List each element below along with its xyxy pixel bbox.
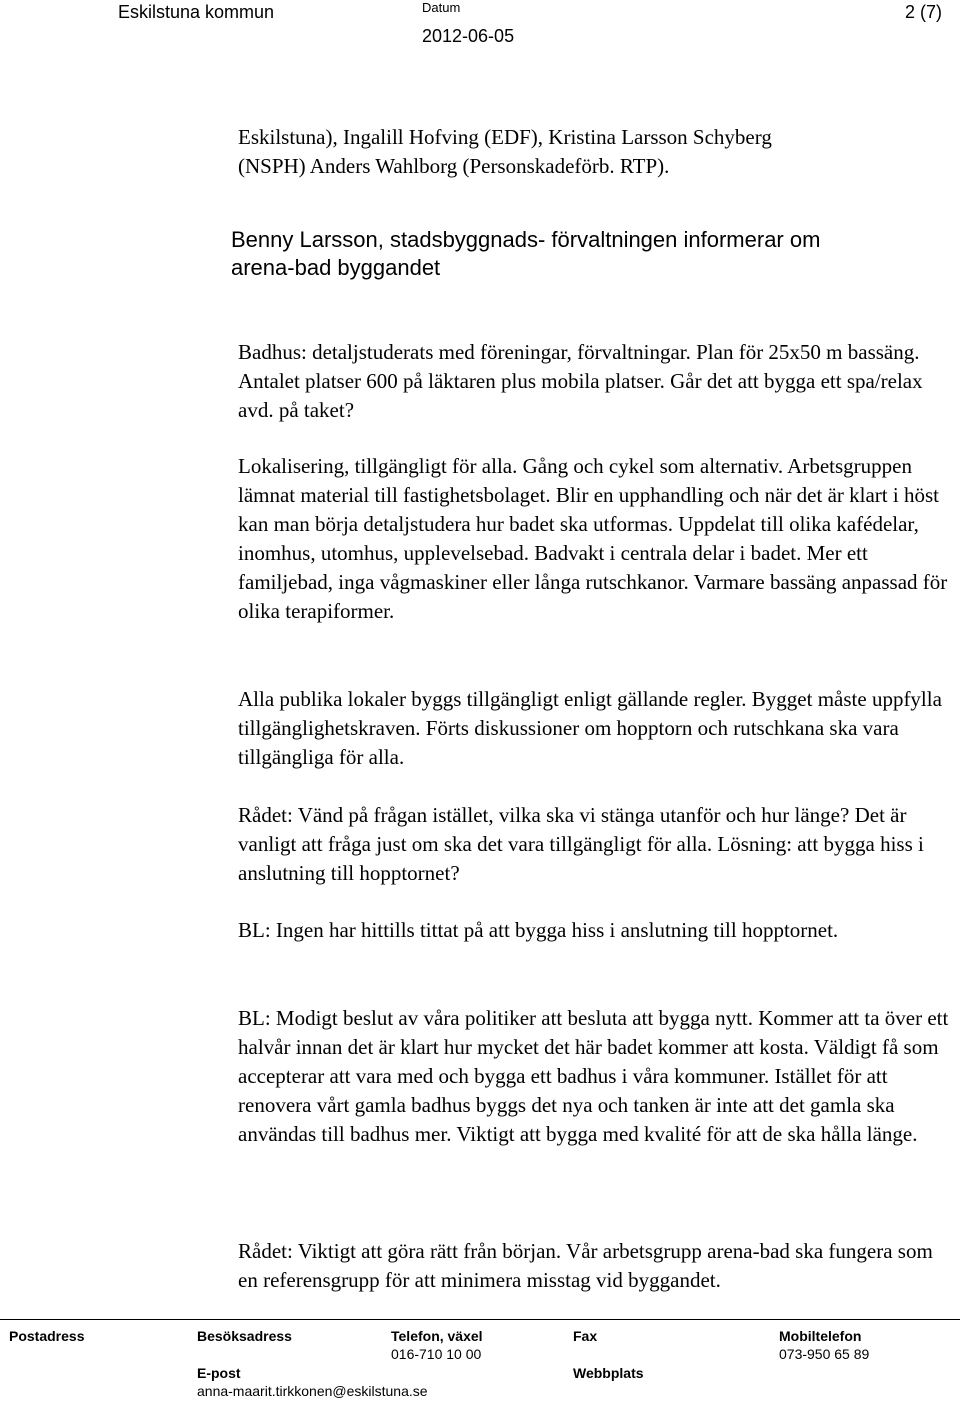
epost-value: anna-maarit.tirkkonen@eskilstuna.se: [197, 1383, 428, 1399]
besoksadress-label: Besöksadress: [197, 1328, 292, 1344]
paragraph-badhus: Badhus: detaljstuderats med föreningar, förvaltningar. Plan för 25x50 m bassäng. Antalet platser 600 på läktaren plus mobila platser. Går det att bygga ett spa/relax avd. på taket?: [238, 340, 923, 422]
postadress-label: Postadress: [9, 1328, 85, 1344]
paragraph-radet-ratt: Rådet: Viktigt att göra rätt från början. Vår arbetsgrupp arena-bad ska fungera som en referensgrupp för att minimera misstag vid byggandet.: [238, 1239, 933, 1292]
organization-name: Eskilstuna kommun: [118, 2, 275, 22]
footer-divider: [0, 1319, 960, 1320]
paragraph-lokalisering: Lokalisering, tillgängligt för alla. Gång och cykel som alternativ. Arbetsgruppen lämnat material till fastighetsbolaget. Blir en upphandling och när det är klart i höst kan man börja detaljstudera hur badet ska utformas. Uppdelat till olika kafédelar, inomhus, utomhus, upplevelsebad. Badvakt i centrala delar i badet. Mer ett familjebad, inga vågmaskiner eller långa rutschkanor. Varmare bassäng anpassad för olika terapiformer.: [238, 454, 948, 623]
paragraph-tillganglighet: Alla publika lokaler byggs tillgängligt enligt gällande regler. Bygget måste uppfylla tillgänglighetskraven. Förts diskussioner om hopptorn och rutschkana ska vara tillgängliga för alla.: [238, 687, 942, 769]
mobiltelefon-value: 073-950 65 89: [779, 1346, 870, 1362]
epost-label: E-post: [197, 1365, 241, 1381]
paragraph-radet-fraga: Rådet: Vänd på frågan istället, vilka ska vi stänga utanför och hur länge? Det är vanligt att fråga just om ska det vara tillgängligt för alla. Lösning: att bygga hiss i anslutning till hopptornet?: [238, 803, 924, 885]
mobiltelefon-label: Mobiltelefon: [779, 1328, 862, 1344]
page-number: 2 (7): [905, 2, 943, 22]
telefon-value: 016-710 10 00: [391, 1346, 482, 1362]
paragraph-bl-beslut: BL: Modigt beslut av våra politiker att besluta att bygga nytt. Kommer att ta över ett halvår innan det är klart hur mycket det här badet kommer att kosta. Väldigt få som accepterar att vara med och bygga ett badhus i våra kommuner. Istället för att renovera vårt gamla badhus byggs det nya och tanken är inte att det gamla ska användas till badhus mer. Viktigt att bygga med kvalité för att de ska hålla länge.: [238, 1006, 949, 1146]
participants-text: Eskilstuna), Ingalill Hofving (EDF), Kristina Larsson Schyberg (NSPH) Anders Wahlborg (Personskadeförb. RTP).: [238, 125, 772, 178]
telefon-label: Telefon, växel: [391, 1328, 483, 1344]
date-label: Datum: [422, 0, 461, 15]
webbplats-label: Webbplats: [573, 1365, 644, 1381]
fax-label: Fax: [573, 1328, 598, 1344]
section-heading: Benny Larsson, stadsbyggnads- förvaltningen informerar om arena-bad byggandet: [231, 227, 821, 280]
paragraph-bl-hiss: BL: Ingen har hittills tittat på att bygga hiss i anslutning till hopptornet.: [238, 918, 839, 942]
document-date: 2012-06-05: [422, 26, 515, 46]
